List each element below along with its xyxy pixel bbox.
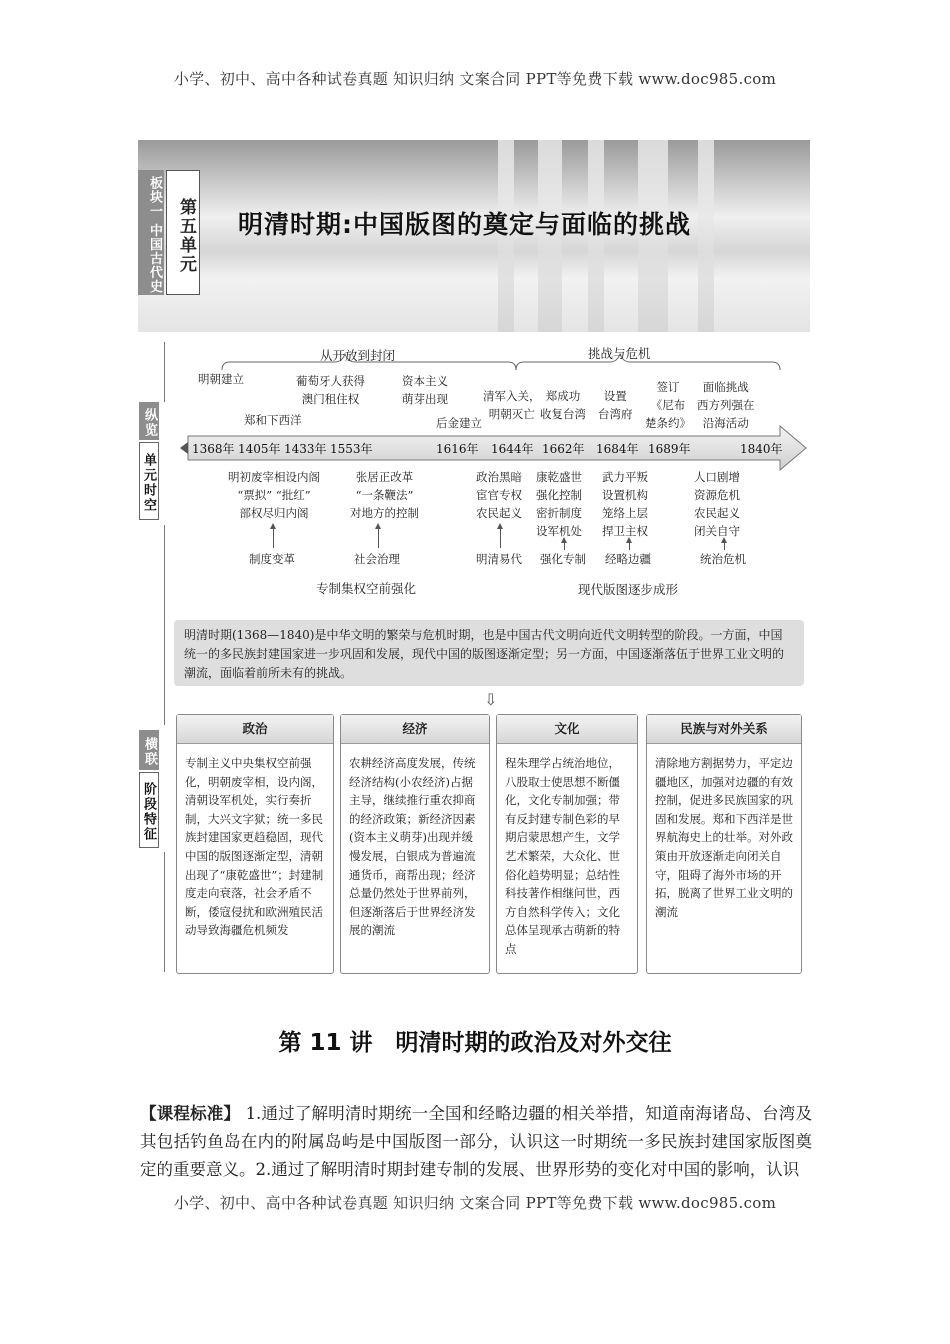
feature-column-politics bbox=[176, 714, 334, 974]
arrow-up-icon bbox=[500, 528, 501, 548]
arrow-up-icon bbox=[273, 528, 274, 548]
era-summary: 明清时期(1368—1840)是中华文明的繁荣与危机时期，也是中国古代文明向近代文明转型的阶段。一方面，中国统一的多民族封建国家进一步巩固和发展，现代中国的版图逐渐定型；另一方面，中国逐渐落伍于世界工业文明的潮流，面临着前所未有的挑战。 bbox=[174, 620, 804, 686]
arrow-down-icon: ⇩ bbox=[484, 690, 498, 709]
page-footer-text: 小学、初中、高中各种试卷真题 知识归纳 文案合同 PPT等免费下载 www.doc985.com bbox=[173, 1194, 777, 1212]
feature-column-ethnic-foreign bbox=[646, 714, 802, 974]
timeline-year: 1616年 bbox=[436, 442, 479, 456]
timeline-theme: 统治危机 bbox=[700, 552, 746, 566]
timeline-detail: 政治黑暗 宦官专权 农民起义 bbox=[476, 470, 522, 520]
timeline-event: 资本主义 萌芽出现 bbox=[402, 374, 448, 406]
curriculum-standard bbox=[140, 1100, 812, 1184]
feature-column-title: 文化 bbox=[497, 715, 637, 744]
timeline-year: 1662年 bbox=[542, 442, 585, 456]
timeline-detail: 张居正改革 “一条鞭法” 对地方的控制 bbox=[350, 470, 419, 520]
timeline-year: 1368年 bbox=[192, 442, 235, 456]
banner-unit-label: 第五单元 bbox=[166, 170, 200, 295]
timeline-year: 1684年 bbox=[596, 442, 639, 456]
banner-section-label: 板块一 中国古代史 bbox=[138, 170, 164, 295]
timeline-phase-brackets bbox=[180, 340, 820, 380]
timeline-year: 1689年 bbox=[648, 442, 691, 456]
timeline-event: 设置 台湾府 bbox=[598, 389, 633, 421]
curriculum-standard-text: 1.通过了解明清时期统一全国和经略边疆的相关举措，知道南海诸岛、台湾及其包括钓鱼岛在内的附属岛屿是中国版图一部分，认识这一时期统一多民族封建国家版图奠定的重要意义。2.通过了解明清时期封建专制的发展、世界形势的变化对中国的影响，认识 bbox=[140, 1104, 812, 1179]
arrow-up-icon bbox=[629, 542, 630, 550]
banner-title: 明清时期:中国版图的奠定与面临的挑战 bbox=[238, 210, 691, 239]
timeline-detail: 人口剧增 资源危机 农民起义 闭关自守 bbox=[694, 470, 740, 538]
side-divider-line bbox=[164, 342, 165, 402]
timeline-year: 1644年 bbox=[491, 442, 534, 456]
arrow-up-icon bbox=[564, 542, 565, 550]
feature-column-economy bbox=[340, 714, 490, 974]
feature-column-body: 程朱理学占统治地位，八股取士使思想不断僵化，文化专制加强；带有反封建专制色彩的早期启蒙思想产生，文学艺术繁荣，大众化、世俗化趋势明显；总结性科技著作相继问世，西方自然科学传入；文化总体呈现承古萌新的特点 bbox=[505, 756, 620, 956]
side-label-zonglan: 纵览 bbox=[139, 402, 159, 440]
timeline-detail: 康乾盛世 强化控制 密折制度 设军机处 bbox=[536, 470, 582, 538]
timeline-year: 1553年 bbox=[330, 442, 373, 456]
timeline-group-label: 现代版图逐步成形 bbox=[578, 582, 679, 597]
timeline-theme: 明清易代 bbox=[476, 552, 522, 566]
timeline-theme: 强化专制 bbox=[540, 552, 586, 566]
timeline-theme: 经略边疆 bbox=[605, 552, 651, 566]
feature-column-body: 清除地方割据势力，平定边疆地区，加强对边疆的有效控制，促进多民族国家的巩固和发展。郑和下西洋是世界航海史上的壮举。对外政策由开放逐渐走向闭关自守，阻碍了海外市场的开拓，脱离了世界工业文明的潮流 bbox=[655, 756, 793, 919]
timeline-theme: 社会治理 bbox=[354, 552, 400, 566]
feature-column-title: 政治 bbox=[177, 715, 333, 744]
page-header-text: 小学、初中、高中各种试卷真题 知识归纳 文案合同 PPT等免费下载 www.doc985.com bbox=[173, 70, 777, 88]
side-label-henglian: 横联 bbox=[139, 730, 159, 770]
side-divider-line bbox=[164, 525, 165, 725]
timeline-phase-right: 挑战与危机 bbox=[588, 346, 651, 361]
timeline-year: 1405年 bbox=[238, 442, 281, 456]
side-divider-line bbox=[164, 852, 165, 972]
banner-waterfall-decoration bbox=[698, 140, 714, 332]
timeline-phase-left: 从开放到封闭 bbox=[320, 348, 396, 363]
arrow-up-icon bbox=[378, 528, 379, 548]
timeline-year: 1433年 bbox=[284, 442, 327, 456]
feature-column-title: 民族与对外关系 bbox=[647, 715, 801, 744]
timeline-event: 面临挑战 西方列强在 沿海活动 bbox=[697, 380, 755, 430]
timeline-year: 1840年 bbox=[740, 442, 783, 456]
arrow-up-icon bbox=[724, 542, 725, 550]
feature-column-body: 农耕经济高度发展，传统经济结构(小农经济)占据主导，继续推行重农抑商的经济政策；新经济因素(资本主义萌芽)出现并缓慢发展，白银成为普遍流通货币，商帮出现；经济总量仍然处于世界前列，但逐渐落后于世界经济发展的潮流 bbox=[349, 756, 476, 938]
side-label-unit-timeline: 单元时空 bbox=[139, 442, 159, 520]
curriculum-standard-label: 【课程标准】 bbox=[140, 1104, 241, 1123]
timeline-event: 后金建立 bbox=[436, 416, 482, 430]
timeline-event: 郑成功 收复台湾 bbox=[540, 389, 586, 421]
feature-column-title: 经济 bbox=[341, 715, 489, 744]
lecture-title: 第 11 讲 明清时期的政治及对外交往 bbox=[278, 1030, 672, 1056]
timeline-event: 葡萄牙人获得 澳门租住权 bbox=[296, 374, 365, 406]
timeline-detail: 武力平叛 设置机构 笼络上层 捍卫主权 bbox=[602, 470, 648, 538]
timeline-event: 签订 《尼布 楚条约》 bbox=[645, 380, 691, 430]
timeline-event: 清军入关， 明朝灭亡 bbox=[483, 389, 541, 421]
timeline-theme: 制度变革 bbox=[249, 552, 295, 566]
feature-column-body: 专制主义中央集权空前强化，明朝废宰相，设内阁，清朝设军机处，实行奏折制，大兴文字狱；统一多民族封建国家更趋稳固，现代中国的版图逐渐定型，清朝出现了“康乾盛世”；封建制度走向衰落，社会矛盾不断，倭寇侵扰和欧洲殖民活动导致海疆危机频发 bbox=[185, 756, 324, 938]
side-label-stage-features: 阶段特征 bbox=[139, 772, 159, 848]
timeline-detail: 明初废宰相设内阁 “票拟” “批红” 部权尽归内阁 bbox=[228, 470, 320, 520]
unit-banner bbox=[138, 140, 810, 332]
feature-column-culture bbox=[496, 714, 638, 974]
timeline-group-label: 专制集权空前强化 bbox=[316, 581, 417, 596]
timeline-event: 明朝建立 bbox=[198, 372, 244, 386]
timeline-event: 郑和下西洋 bbox=[244, 413, 302, 427]
